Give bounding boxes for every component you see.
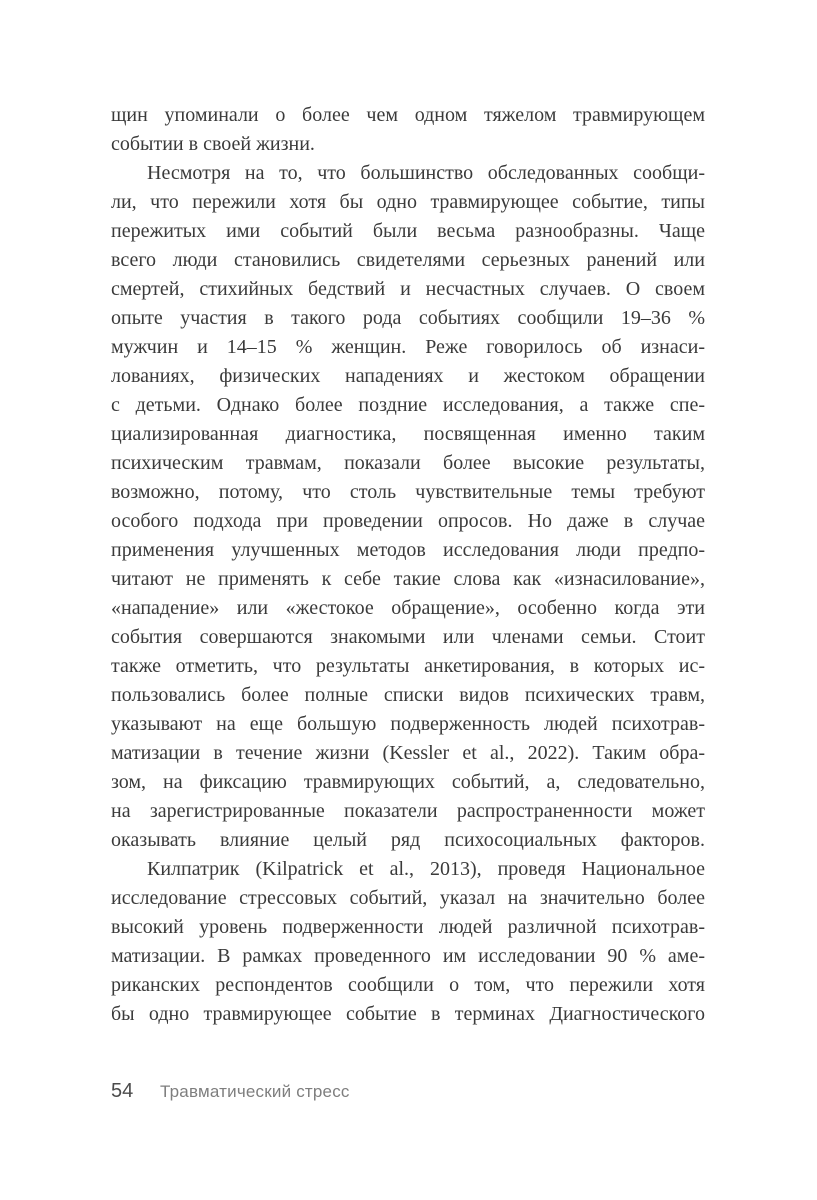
text-line: указывают на еще большую подверженность людей психотрав- <box>111 713 705 735</box>
text-line: событии в своей жизни. <box>111 133 315 155</box>
text-line: Килпатрик (Kilpatrick et al., 2013), проведя Национальное <box>147 858 705 880</box>
page-footer <box>111 1080 705 1103</box>
text-line: события совершаются знакомыми или членами семьи. Стоит <box>111 626 705 648</box>
text-line: мужчин и 14–15 % женщин. Реже говорилось об изнаси- <box>111 336 705 358</box>
text-line: щин упоминали о более чем одном тяжелом травмирующем <box>111 104 705 126</box>
text-line: пользовались более полные списки видов психических травм, <box>111 684 705 706</box>
paragraph <box>111 855 705 1029</box>
page-number: 54 <box>111 1080 134 1102</box>
text-line: с детьми. Однако более поздние исследования, а также спе- <box>111 394 705 416</box>
text-line: также отметить, что результаты анкетирования, в которых ис- <box>111 655 705 677</box>
text-line: оказывать влияние целый ряд психосоциальных факторов. <box>111 829 705 851</box>
paragraph <box>111 159 705 855</box>
text-line: матизации. В рамках проведенного им исследовании 90 % аме- <box>111 945 705 967</box>
text-line: всего люди становились свидетелями серьезных ранений или <box>111 249 705 271</box>
text-line: матизации в течение жизни (Kessler et al., 2022). Таким обра- <box>111 742 705 764</box>
running-title: Травматический стресс <box>160 1082 350 1101</box>
text-line: ли, что пережили хотя бы одно травмирующее событие, типы <box>111 191 705 213</box>
text-line: лованиях, физических нападениях и жестоком обращении <box>111 365 705 387</box>
text-line: бы одно травмирующее событие в терминах Диагностического <box>111 1003 705 1025</box>
text-line: особого подхода при проведении опросов. Но даже в случае <box>111 510 705 532</box>
text-line: читают не применять к себе такие слова как «изнасилование», <box>111 568 705 590</box>
text-line: зом, на фиксацию травмирующих событий, а, следовательно, <box>111 771 705 793</box>
paragraph <box>111 101 705 159</box>
text-line: циализированная диагностика, посвященная именно таким <box>111 423 705 445</box>
text-line: применения улучшенных методов исследования люди предпо- <box>111 539 705 561</box>
text-line: риканских респондентов сообщили о том, что пережили хотя <box>111 974 705 996</box>
text-line: опыте участия в такого рода событиях сообщили 19–36 % <box>111 307 705 329</box>
text-line: психическим травмам, показали более высокие результаты, <box>111 452 705 474</box>
text-line: смертей, стихийных бедствий и несчастных случаев. О своем <box>111 278 705 300</box>
text-line: высокий уровень подверженности людей различной психотрав- <box>111 916 705 938</box>
text-line: пережитых ими событий были весьма разнообразны. Чаще <box>111 220 705 242</box>
text-line: «нападение» или «жестокое обращение», особенно когда эти <box>111 597 705 619</box>
text-line: исследование стрессовых событий, указал на значительно более <box>111 887 705 909</box>
text-line: Несмотря на то, что большинство обследованных сообщи- <box>147 162 705 184</box>
text-line: возможно, потому, что столь чувствительные темы требуют <box>111 481 705 503</box>
text-line: на зарегистрированные показатели распространенности может <box>111 800 705 822</box>
body-text <box>111 101 705 1029</box>
